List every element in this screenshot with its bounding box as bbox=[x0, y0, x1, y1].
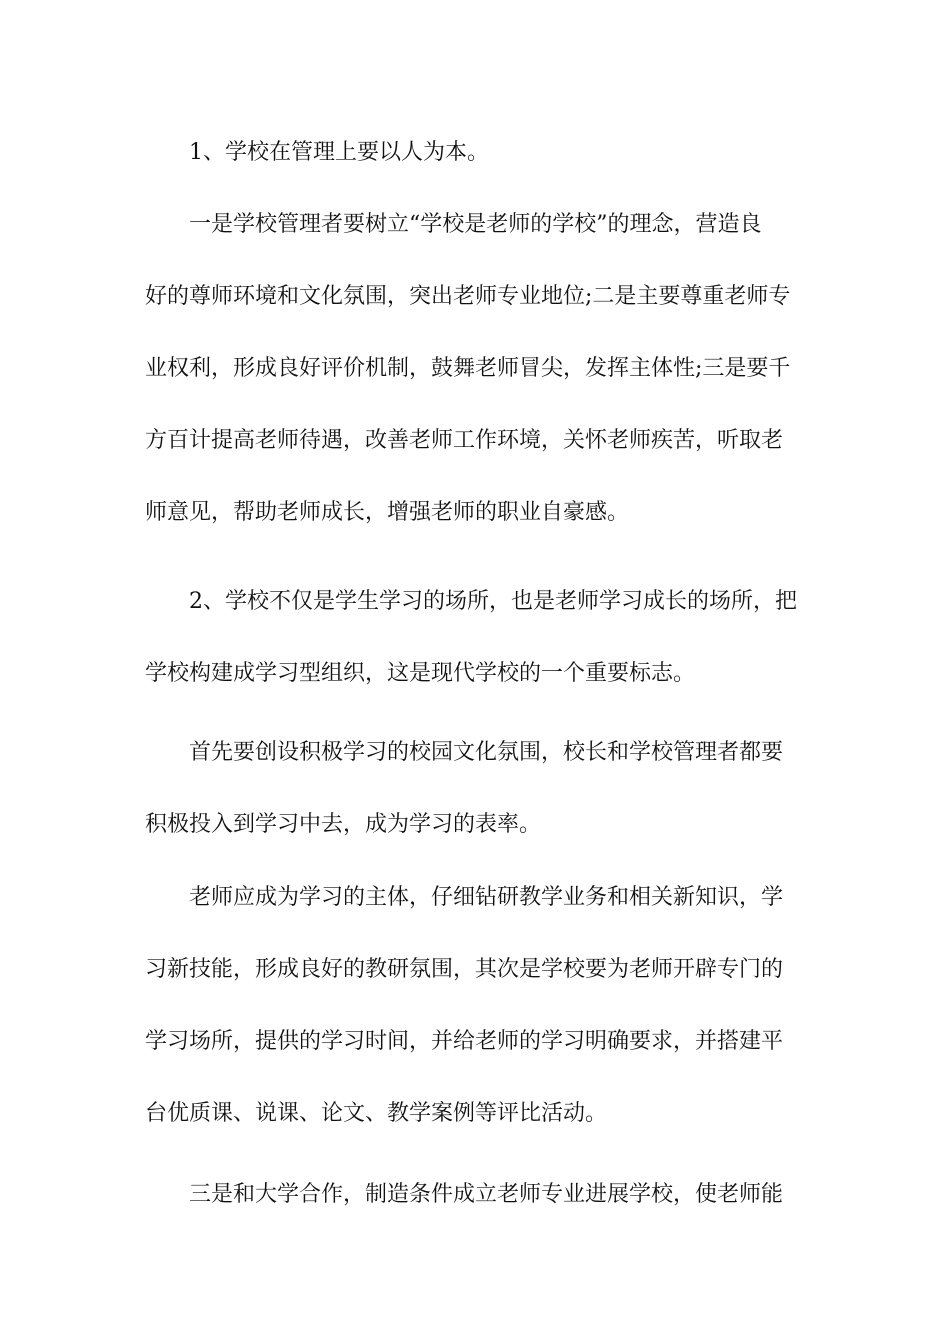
text-line: 2、学校不仅是学生学习的场所，也是老师学习成长的场所，把 bbox=[189, 589, 797, 614]
text-line: 业权利，形成良好评价机制，鼓舞老师冒尖，发挥主体性;三是要千 bbox=[145, 356, 791, 381]
text-line: 方百计提高老师待遇，改善老师工作环境，关怀老师疾苦，听取老 bbox=[145, 428, 784, 453]
text-line: 习新技能，形成良好的教研氛围，其次是学校要为老师开辟专门的 bbox=[145, 957, 784, 982]
text-line: 1、学校在管理上要以人为本。 bbox=[189, 140, 489, 165]
text-line: 好的尊师环境和文化氛围，突出老师专业地位;二是主要尊重老师专 bbox=[145, 284, 791, 309]
text-line: 台优质课、说课、论文、教学案例等评比活动。 bbox=[145, 1101, 608, 1126]
text-line: 学校构建成学习型组织，这是现代学校的一个重要标志。 bbox=[145, 661, 696, 686]
text-line: 一是学校管理者要树立“学校是老师的学校”的理念，营造良 bbox=[189, 212, 762, 237]
text-line: 学习场所，提供的学习时间，并给老师的学习明确要求，并搭建平 bbox=[145, 1029, 784, 1054]
text-line: 老师应成为学习的主体，仔细钻研教学业务和相关新知识，学 bbox=[189, 885, 784, 910]
text-line: 首先要创设积极学习的校园文化氛围，校长和学校管理者都要 bbox=[189, 740, 784, 765]
text-line: 师意见，帮助老师成长，增强老师的职业自豪感。 bbox=[145, 500, 630, 525]
text-line: 三是和大学合作，制造条件成立老师专业进展学校，使老师能 bbox=[189, 1182, 784, 1207]
text-line: 积极投入到学习中去，成为学习的表率。 bbox=[145, 812, 542, 837]
